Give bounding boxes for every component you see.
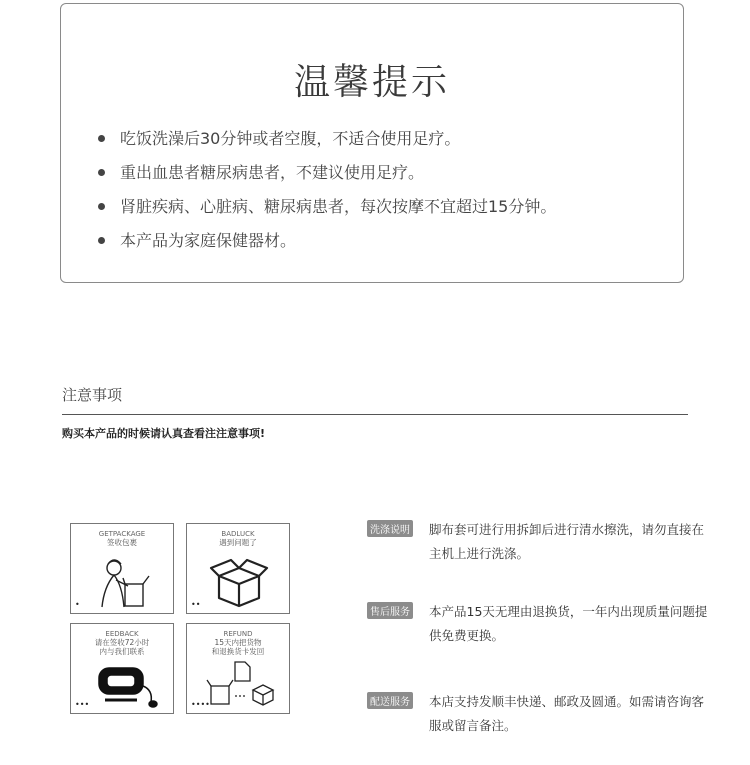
- card-get-package: [70, 523, 174, 614]
- service-text: 本店支持发顺丰快递、邮政及圆通。如需请咨询客服或留言备注。: [429, 694, 705, 733]
- service-text: 脚布套可进行用拆卸后进行清水擦洗，请勿直接在主机上进行洗涤。: [429, 522, 705, 561]
- tip-item: 本产品为家庭保健器材。: [96, 228, 556, 262]
- notes-divider: [62, 414, 688, 415]
- service-text: 本产品15天无理由退换货，一年内出现质量问题提供免费更换。: [429, 604, 708, 643]
- warm-tips-title: 温馨提示: [293, 62, 450, 103]
- service-badge: 配送服务: [367, 692, 413, 709]
- step-dots: •: [75, 600, 80, 609]
- card-en-label: REFUND: [223, 630, 253, 638]
- step-dots: •••: [75, 700, 90, 709]
- card-zh-label: 遇到问题了: [219, 538, 257, 547]
- card-zh-label: 15天内把货物 和退换货卡发回: [211, 638, 265, 656]
- open-box-icon: [187, 524, 291, 615]
- card-en-label: BADLUCK: [221, 530, 255, 538]
- card-en-label: EEDBACK: [105, 630, 139, 638]
- tip-item: 吃饭洗澡后30分钟或者空腹，不适合使用足疗。: [96, 126, 556, 160]
- tip-item: 重出血患者糖尿病患者，不建议使用足疗。: [96, 160, 556, 194]
- service-badge: 售后服务: [367, 602, 413, 619]
- warm-tips-box: [60, 3, 684, 283]
- step-dots: ••••: [191, 700, 210, 709]
- card-zh-label: 请在签收72小时 内与我们联系: [94, 638, 150, 656]
- card-zh-label: 签收包裹: [107, 538, 137, 547]
- card-en-label: GETPACKAGE: [98, 530, 146, 538]
- step-dots: ••: [191, 600, 201, 609]
- tip-item: 肾脏疾病、心脏病、糖尿病患者，每次按摩不宜超过15分钟。: [96, 194, 556, 228]
- warm-tips-list: [96, 126, 556, 262]
- notes-subheading: 购买本产品的时候请认真查看注注意事项!: [62, 427, 266, 440]
- card-refund: [186, 623, 290, 714]
- notes-heading: 注意事项: [62, 386, 123, 404]
- card-bad-luck: [186, 523, 290, 614]
- person-with-box-icon: [71, 524, 175, 615]
- card-feedback: [70, 623, 174, 714]
- service-badge: 洗涤说明: [367, 520, 413, 537]
